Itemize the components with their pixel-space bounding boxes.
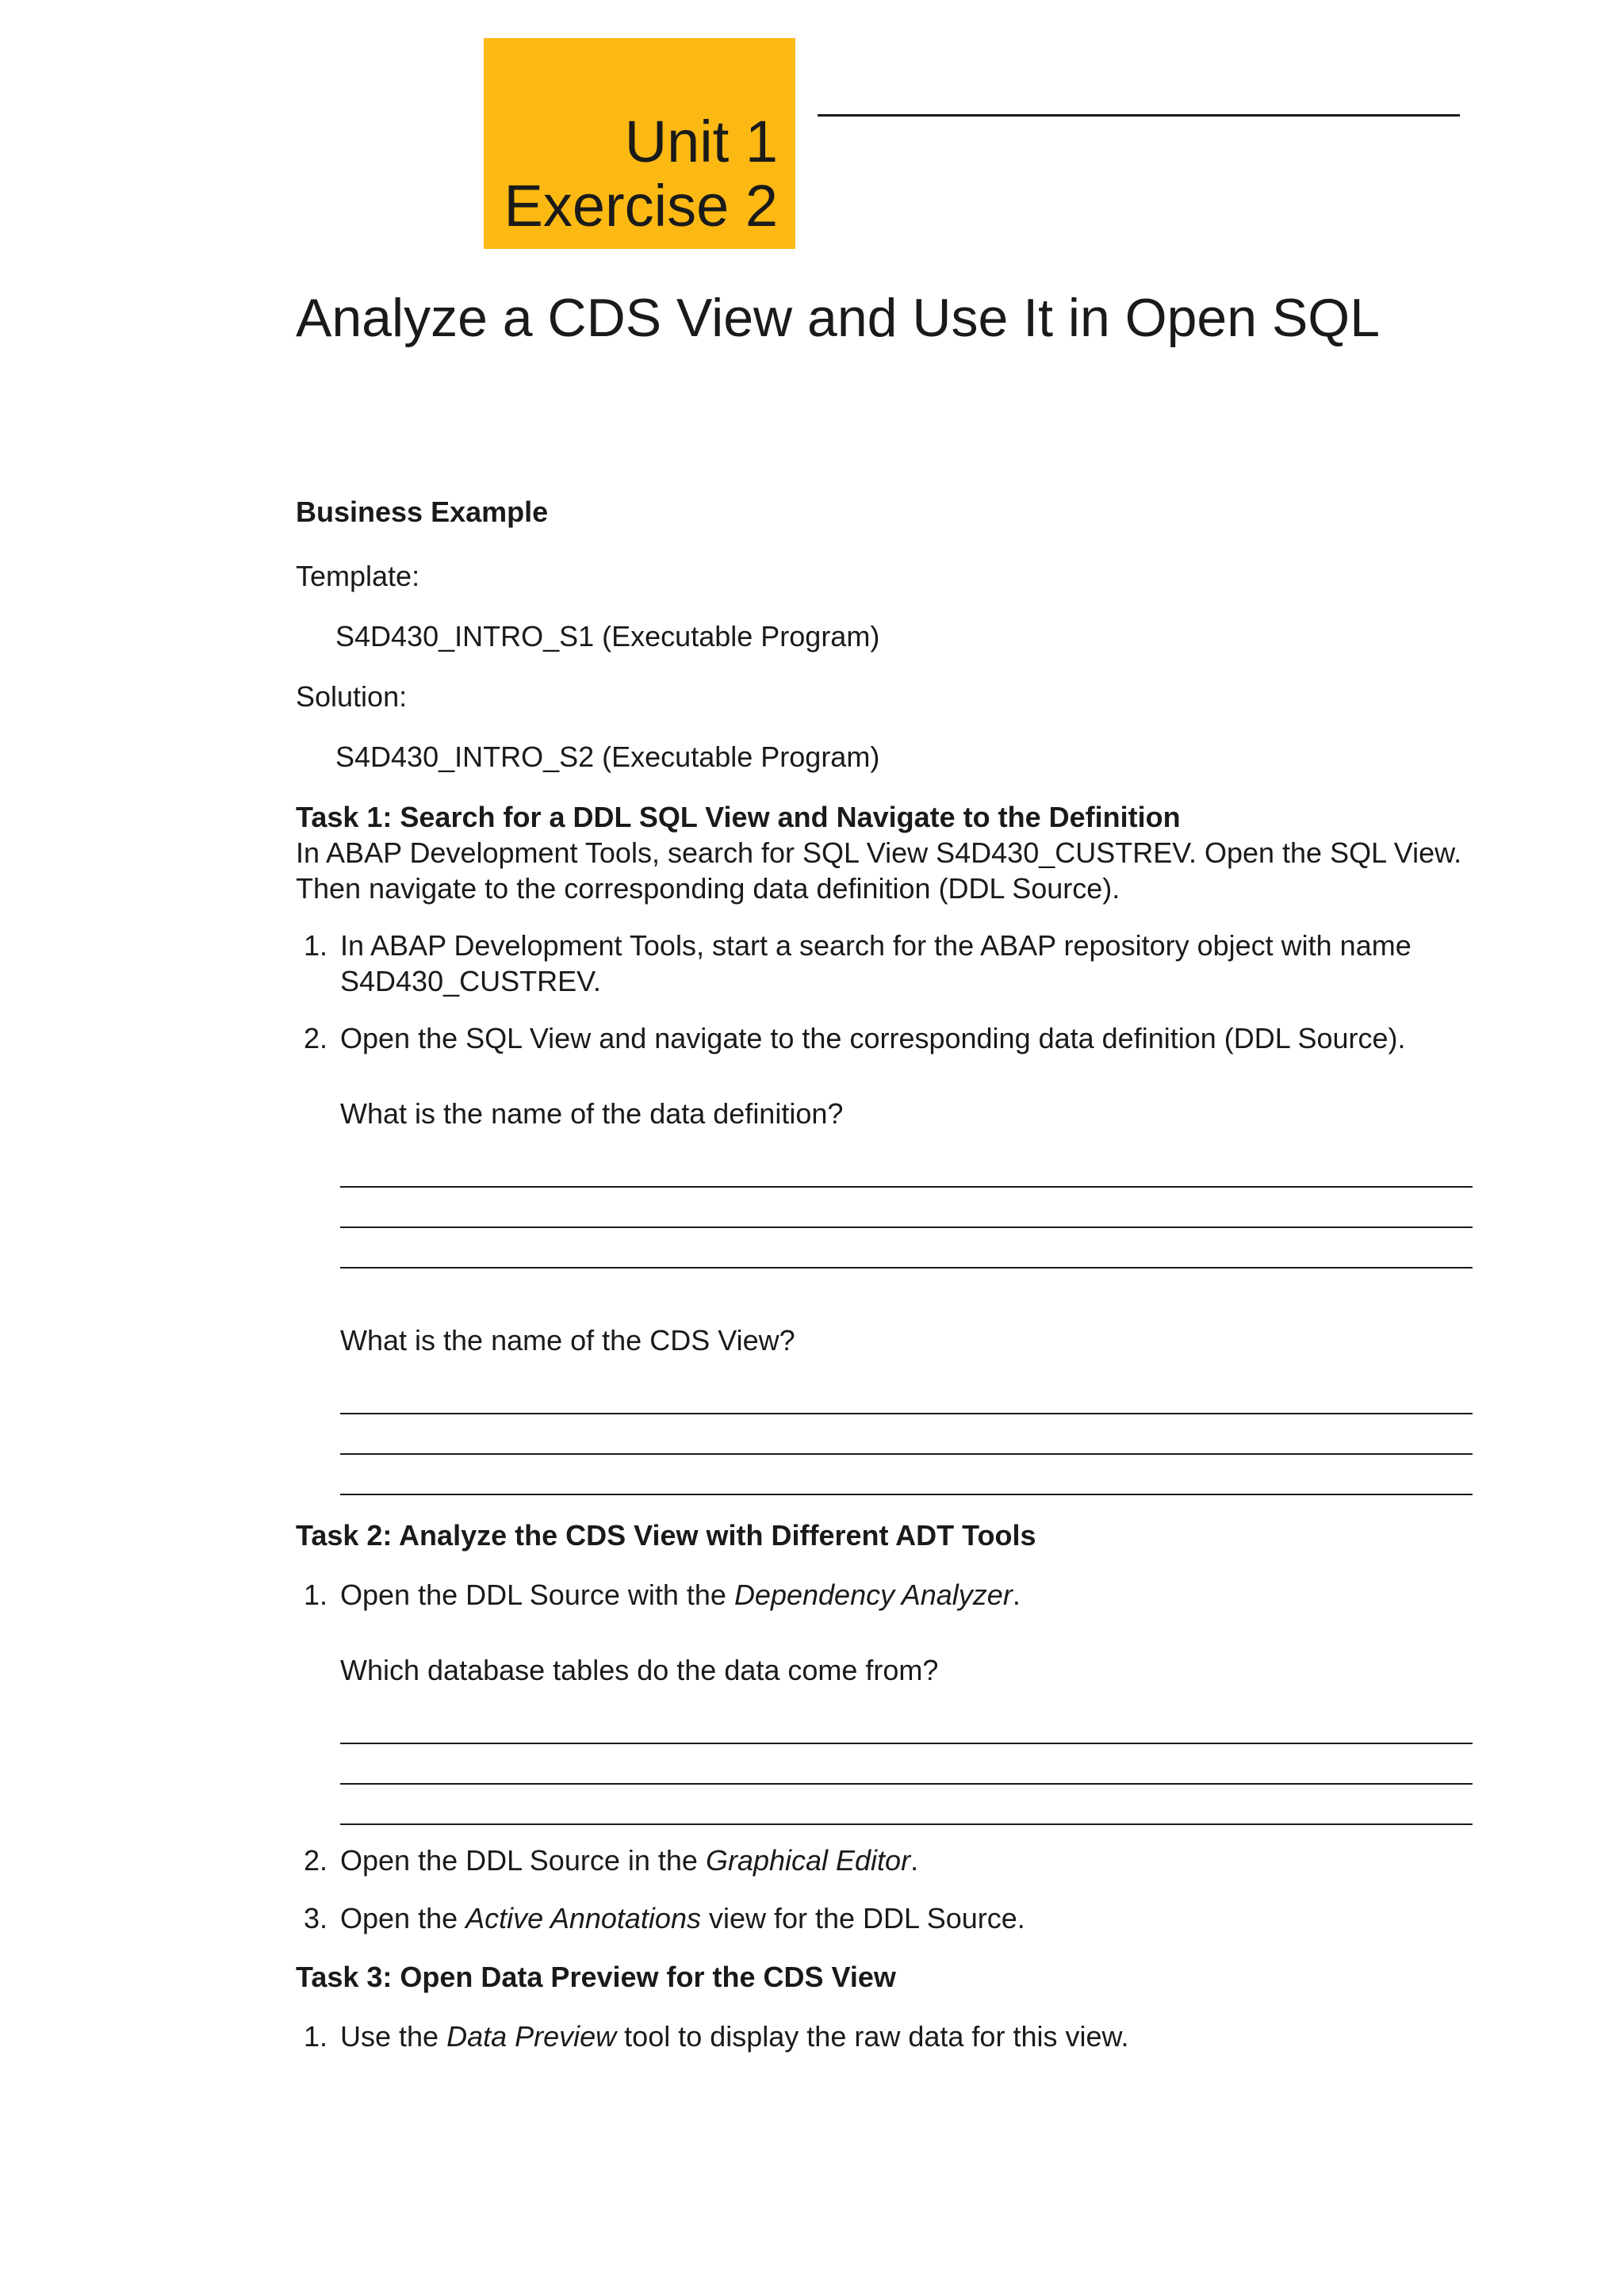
- task1-heading: Task 1: Search for a DDL SQL View and Navigate to the Definition: [296, 801, 1181, 833]
- answer-line: [340, 1453, 1473, 1455]
- step-number: 1.: [304, 929, 328, 962]
- solution-value: S4D430_INTRO_S2 (Executable Program): [335, 740, 880, 773]
- step-text-part: Open the: [340, 1902, 466, 1934]
- answer-line: [340, 1186, 1473, 1188]
- template-label: Template:: [296, 560, 420, 592]
- task1-intro-text-end: S4D430_CUSTREV. Open the SQL View.: [928, 836, 1462, 869]
- answer-line: [340, 1743, 1473, 1744]
- task1-intro-line1: [296, 835, 1461, 871]
- step-text: [340, 2019, 1129, 2055]
- unit-label: Unit 1: [624, 109, 778, 174]
- template-value: S4D430_INTRO_S1 (Executable Program): [335, 620, 880, 652]
- unit-badge: [484, 38, 795, 249]
- step-number: 3.: [304, 1902, 328, 1934]
- step-text-cont: S4D430_CUSTREV.: [340, 965, 601, 997]
- step-text: [340, 1843, 918, 1879]
- step-text: [340, 1577, 1021, 1613]
- step-number: 2.: [304, 1844, 328, 1877]
- step-text-part: tool to display the raw data for this view.: [616, 2020, 1129, 2053]
- business-example-heading: Business Example: [296, 496, 549, 528]
- question-cds-view: What is the name of the CDS View?: [340, 1324, 795, 1357]
- step-number: 1.: [304, 1578, 328, 1611]
- task1-intro-text: In ABAP Development Tools, search for: [296, 836, 803, 869]
- task1-intro-line2: Then navigate to the corresponding data definition (DDL Source).: [296, 872, 1120, 905]
- question-database-tables: Which database tables do the data come from?: [340, 1654, 939, 1686]
- active-annotations-term: Active Annotations: [465, 1902, 701, 1934]
- step-number: 1.: [304, 2020, 328, 2053]
- step-text-part: view for the DDL Source.: [700, 1902, 1025, 1934]
- header-rule: [818, 114, 1460, 117]
- answer-line: [340, 1494, 1473, 1495]
- answer-line: [340, 1226, 1473, 1228]
- answer-line: [340, 1267, 1473, 1269]
- step-text: In ABAP Development Tools, start a search for the ABAP repository object with name: [340, 929, 1411, 962]
- solution-label: Solution:: [296, 680, 408, 713]
- task3-heading: Task 3: Open Data Preview for the CDS View: [296, 1961, 896, 1993]
- exercise-label: Exercise 2: [504, 173, 778, 239]
- step-number: 2.: [304, 1022, 328, 1054]
- task1-sql-view-term: SQL View: [802, 836, 929, 869]
- step-text-part: Use the: [340, 2020, 447, 2053]
- step-text-part: .: [1012, 1578, 1021, 1611]
- step-text-part: Open the DDL Source with the: [340, 1578, 734, 1611]
- step-text-part: Open the DDL Source in the: [340, 1844, 706, 1877]
- question-data-definition: What is the name of the data definition?: [340, 1097, 844, 1130]
- answer-line: [340, 1823, 1473, 1825]
- step-text-part: .: [910, 1844, 919, 1877]
- step-text: Open the SQL View and navigate to the corresponding data definition (DDL Source).: [340, 1022, 1406, 1054]
- answer-line: [340, 1783, 1473, 1785]
- data-preview-term: Data Preview: [446, 2020, 617, 2053]
- page-title: Analyze a CDS View and Use It in Open SQL: [296, 288, 1381, 348]
- answer-line: [340, 1413, 1473, 1414]
- dependency-analyzer-term: Dependency Analyzer: [733, 1578, 1013, 1611]
- task2-heading: Task 2: Analyze the CDS View with Different ADT Tools: [296, 1519, 1036, 1552]
- graphical-editor-term: Graphical Editor: [705, 1844, 911, 1877]
- step-text: [340, 1900, 1025, 1937]
